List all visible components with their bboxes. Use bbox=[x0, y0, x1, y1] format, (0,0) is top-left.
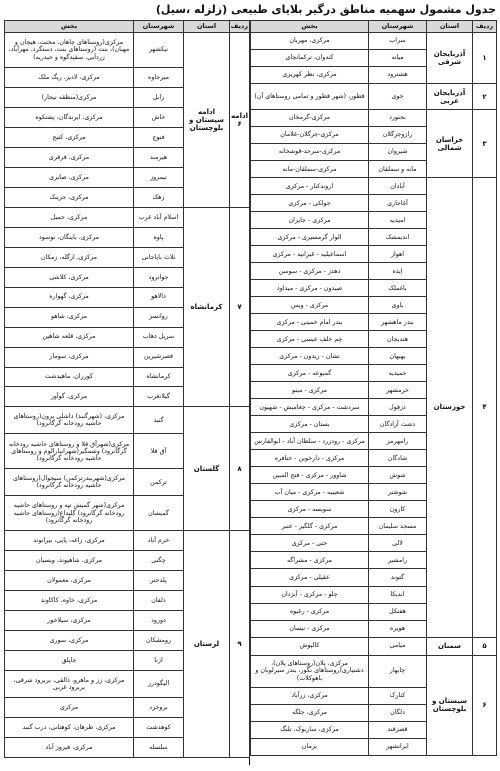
bakhsh-cell: قطور، (شهر قطور و تمامی روستاهای آن) bbox=[251, 84, 369, 110]
table-row bbox=[251, 637, 497, 655]
shahrestan-cell: زابل bbox=[134, 87, 184, 107]
shahrestan-cell: مسجد سلیمان bbox=[369, 518, 427, 535]
table-row bbox=[251, 110, 497, 127]
shahrestan-cell: ازنا bbox=[134, 651, 184, 671]
bakhsh-cell: مرکزی، شاهو bbox=[5, 307, 134, 327]
bakhsh-cell: مرکزی، ازگله، زمکان bbox=[5, 247, 134, 267]
shahrestan-cell: هشترود bbox=[369, 67, 427, 84]
radif-cell: ۸ bbox=[230, 407, 250, 531]
bakhsh-cell: مرکزی - گلگیر - عنبر bbox=[251, 518, 369, 535]
bakhsh-cell: چم خلف عیسی - مرکزی bbox=[251, 331, 369, 348]
shahrestan-cell: بهبهان bbox=[369, 348, 427, 365]
shahrestan-cell: شادگان bbox=[369, 450, 427, 467]
bakhsh-cell: مرکزی، زرآباد bbox=[251, 687, 369, 704]
table-row bbox=[5, 407, 250, 434]
shahrestan-cell: گتوند bbox=[369, 569, 427, 586]
radif-cell: ۷ bbox=[230, 207, 250, 407]
shahrestan-cell: پاوه bbox=[134, 227, 184, 247]
page-title: جدول مشمول سهمیه مناطق درگیر بلایای طبیعی (زلزله ،سیل) bbox=[155, 3, 496, 16]
shahrestan-cell: قصرقند bbox=[369, 721, 427, 738]
bakhsh-cell: مرکزی-جرگلان-غلامان bbox=[251, 127, 369, 144]
shahrestan-cell: چگنی bbox=[134, 551, 184, 571]
ostan-cell: خراسان شمالی bbox=[427, 110, 473, 178]
bakhsh-cell: بزمان bbox=[251, 738, 369, 755]
shahrestan-cell: گیلانغرب bbox=[134, 387, 184, 407]
shahrestan-cell: ایرانشهر bbox=[369, 738, 427, 755]
bakhsh-cell: مرکزی، ساربوک، تلنگ bbox=[251, 721, 369, 738]
bakhsh-cell: مرکزی-سملقان-مانه bbox=[251, 161, 369, 178]
bakhsh-cell: مرکزی، خاوه، کاکاوند bbox=[5, 591, 134, 611]
bakhsh-cell: مرکزی، طرهان، کوهنانی، درب گنبد bbox=[5, 718, 134, 738]
bakhsh-cell: کندوان، ترکمانچای bbox=[251, 50, 369, 67]
bakhsh-cell: مرکزی، سوری bbox=[5, 631, 134, 651]
shahrestan-cell: میامی bbox=[369, 637, 427, 655]
shahrestan-cell: هیرمند bbox=[134, 147, 184, 167]
bakhsh-cell: شاوور - مرکزی - فتح المبین bbox=[251, 467, 369, 484]
left-table bbox=[4, 20, 250, 758]
shahrestan-cell: خرمشهر bbox=[369, 382, 427, 399]
shahrestan-cell: باغملک bbox=[369, 280, 427, 297]
header-bakhsh: بخش bbox=[251, 21, 369, 33]
bakhsh-cell: مرکزی، حمیل bbox=[5, 207, 134, 227]
bakhsh-cell: مرکزی، سیلاخور bbox=[5, 611, 134, 631]
bakhsh-cell: مرکزی، جزینک bbox=[5, 187, 134, 207]
bakhsh-cell: مرکزی، مهربان bbox=[251, 33, 369, 50]
ostan-cell: کرمانشاه bbox=[184, 207, 230, 407]
ostan-cell: لرستان bbox=[184, 531, 230, 758]
shahrestan-cell: آبادان bbox=[369, 178, 427, 195]
shahrestan-cell: آغاجاری bbox=[369, 195, 427, 212]
ostan-cell: آذربایجان شرقی bbox=[427, 33, 473, 84]
bakhsh-cell: مرکزی، شاهیوند، ویسیان bbox=[5, 551, 134, 571]
shahrestan-cell: جوانرود bbox=[134, 267, 184, 287]
bakhsh-cell: مرکزی، لادیز، ریگ ملک bbox=[5, 67, 134, 87]
bakhsh-cell: مرکزی(شهرآق قلا و روستاهای حاشیه رودخانه گرگانرود) وشمگیر(شهرانبارالوم و روستاهای حاشیه رودخانه گرگانرود) bbox=[5, 434, 134, 469]
bakhsh-cell: مرکزی - نیسان bbox=[251, 620, 369, 637]
document-body bbox=[4, 20, 496, 765]
bakhsh-cell: مرکزی-گرمخان bbox=[251, 110, 369, 127]
shahrestan-cell: شوش bbox=[369, 467, 427, 484]
bakhsh-cell: مرکزی(شهر گمیش تپه و روستاهای حاشیه رودخانه گرگانرود) گلیداغ(روستاهای حاشیه رودخانه گرگانرود) bbox=[5, 496, 134, 531]
shahrestan-cell: رامهرمز bbox=[369, 433, 427, 450]
bakhsh-cell: مرکزی(شهربندرترکمن) سیجوال(روستاهای حاشیه رودخانه گرگانرود) bbox=[5, 469, 134, 496]
bakhsh-cell: مرکزی، زز و ماهرو، ذالقی، بربرود شرقی، بربرود غربی bbox=[5, 671, 134, 698]
shahrestan-cell: امیدیه bbox=[369, 212, 427, 229]
shahrestan-cell: کوهدشت bbox=[134, 718, 184, 738]
table-row bbox=[251, 84, 497, 110]
bakhsh-cell: مرکزی، نظر کهریزی bbox=[251, 67, 369, 84]
bakhsh-cell: تشان - زیدون - مرکزی bbox=[251, 348, 369, 365]
shahrestan-cell: بروجرد bbox=[134, 698, 184, 718]
shahrestan-cell: آق قلا bbox=[134, 434, 184, 469]
shahrestan-cell: کرمانشاه bbox=[134, 367, 184, 387]
table-row bbox=[5, 33, 250, 68]
table-row bbox=[5, 531, 250, 551]
bakhsh-cell: مرکزی، کلاشی bbox=[5, 267, 134, 287]
bakhsh-cell: دهدز - مرکزی - سوسن bbox=[251, 263, 369, 280]
ostan-cell: سیستان و بلوچستان bbox=[427, 655, 473, 755]
ostan-cell: ادامه سیستان و بلوچستان bbox=[184, 33, 230, 208]
bakhsh-cell: اروندکنار - مرکزی bbox=[251, 178, 369, 195]
shahrestan-cell: پلدختر bbox=[134, 571, 184, 591]
bakhsh-cell: مرکزی - رودزرد - سلطان آباد - ابوالفارس bbox=[251, 433, 369, 450]
bakhsh-cell: بستان - مرکزی bbox=[251, 416, 369, 433]
bakhsh-cell: مرکزی، معمولان bbox=[5, 571, 134, 591]
radif-cell: ۹ bbox=[230, 531, 250, 758]
bakhsh-cell: مرکزی، باینگان، نوسود bbox=[5, 227, 134, 247]
right-table bbox=[250, 20, 497, 756]
bakhsh-cell: حتی - مرکزی bbox=[251, 535, 369, 552]
bakhsh-cell: مرکزی - رغیوه bbox=[251, 603, 369, 620]
radif-cell: ۶ bbox=[473, 655, 497, 755]
shahrestan-cell: زهک bbox=[134, 187, 184, 207]
shahrestan-cell: دلفان bbox=[134, 591, 184, 611]
shahrestan-cell: هندیجان bbox=[369, 331, 427, 348]
header-radif: ردیف bbox=[473, 21, 497, 33]
shahrestan-cell: سراب bbox=[369, 33, 427, 50]
bakhsh-cell: کالپوش bbox=[251, 637, 369, 655]
bakhsh-cell: مرکزی - مینو bbox=[251, 382, 369, 399]
shahrestan-cell: میانه bbox=[369, 50, 427, 67]
shahrestan-cell: رازوجرگلان bbox=[369, 127, 427, 144]
bakhsh-cell: مرکزی، قرقری bbox=[5, 147, 134, 167]
shahrestan-cell: خرم آباد bbox=[134, 531, 184, 551]
bakhsh-cell: مرکزی - مشراگه bbox=[251, 552, 369, 569]
shahrestan-cell: دشت آزادگان bbox=[369, 416, 427, 433]
bakhsh-cell: چلو - مرکزی - آبژدان bbox=[251, 586, 369, 603]
header-shahrestan: شهرستان bbox=[134, 21, 184, 33]
shahrestan-cell: گمیشان bbox=[134, 496, 184, 531]
bakhsh-cell: شعیبیه - مرکزی - میان آب bbox=[251, 484, 369, 501]
radif-cell: ۲ bbox=[473, 84, 497, 110]
shahrestan-cell: اندیمشک bbox=[369, 229, 427, 246]
shahrestan-cell: چابهار bbox=[369, 655, 427, 687]
bakhsh-cell: بندر امام خمینی - مرکزی bbox=[251, 314, 369, 331]
ostan-cell: آذربایجان غربی bbox=[427, 84, 473, 110]
bakhsh-cell: الوار گرمسیری - مرکزی bbox=[251, 229, 369, 246]
bakhsh-cell: مرکزی، گوآور bbox=[5, 387, 134, 407]
shahrestan-cell: هفتکل bbox=[369, 603, 427, 620]
shahrestan-cell: باوی bbox=[369, 297, 427, 314]
shahrestan-cell: شیروان bbox=[369, 144, 427, 161]
shahrestan-cell: ترکمن bbox=[134, 469, 184, 496]
bakhsh-cell: عقیلی - مرکزی bbox=[251, 569, 369, 586]
bakhsh-cell: جاپلق bbox=[5, 651, 134, 671]
shahrestan-cell: ثلاث باباجانی bbox=[134, 247, 184, 267]
shahrestan-cell: روانسر bbox=[134, 307, 184, 327]
shahrestan-cell: اندیکا bbox=[369, 586, 427, 603]
bakhsh-cell: مرکزی، جلگه bbox=[251, 704, 369, 721]
shahrestan-cell: اهواز bbox=[369, 246, 427, 263]
bakhsh-cell: مرکزی، ایرندگان، پشتکوه bbox=[5, 107, 134, 127]
shahrestan-cell: کنارک bbox=[369, 687, 427, 704]
shahrestan-cell: گنبد bbox=[134, 407, 184, 434]
shahrestan-cell: مانه و سملقان bbox=[369, 161, 427, 178]
header-ostan: استان bbox=[427, 21, 473, 33]
bakhsh-cell: مرکزی، صابری bbox=[5, 167, 134, 187]
shahrestan-cell: بندر ماهشهر bbox=[369, 314, 427, 331]
bakhsh-cell: مرکزی - جایزان bbox=[251, 212, 369, 229]
radif-cell: ادامه ۶ bbox=[230, 33, 250, 208]
shahrestan-cell: قصرشیرین bbox=[134, 347, 184, 367]
header-shahrestan: شهرستان bbox=[369, 21, 427, 33]
shahrestan-cell: اسلام آباد غرب bbox=[134, 207, 184, 227]
bakhsh-cell: مرکزی(روستاهای چاهان، مختت، هیچان و مهبان)، بنت (روستاهای بنت، دستگرد، مهرآباد، زردآبی، سفیدگوه و حیدریه) bbox=[5, 33, 134, 68]
bakhsh-cell: مرکزی، کتیج bbox=[5, 127, 134, 147]
shahrestan-cell: دورود bbox=[134, 611, 184, 631]
shahrestan-cell: لالی bbox=[369, 535, 427, 552]
shahrestan-cell: رومشکان bbox=[134, 631, 184, 651]
ostan-cell: خوزستان bbox=[427, 178, 473, 637]
shahrestan-cell: میرجاوه bbox=[134, 67, 184, 87]
radif-cell: ۱ bbox=[473, 33, 497, 84]
bakhsh-cell: جولکی - مرکزی bbox=[251, 195, 369, 212]
bakhsh-cell: مرکزی - دارخوین - خنافره bbox=[251, 450, 369, 467]
bakhsh-cell: گمبوعه - مرکزی bbox=[251, 365, 369, 382]
table-row bbox=[5, 207, 250, 227]
bakhsh-cell: مرکزی - ویس bbox=[251, 297, 369, 314]
shahrestan-cell: ایذه bbox=[369, 263, 427, 280]
shahrestan-cell: نیکشهر bbox=[134, 33, 184, 68]
shahrestan-cell: رامشیر bbox=[369, 552, 427, 569]
shahrestan-cell: نیمروز bbox=[134, 167, 184, 187]
bakhsh-cell: صیدون - مرکزی - میداود bbox=[251, 280, 369, 297]
shahrestan-cell: سرپل ذهاب bbox=[134, 327, 184, 347]
bakhsh-cell: کوزران، ماهیدشت bbox=[5, 367, 134, 387]
ostan-cell: سمنان bbox=[427, 637, 473, 655]
bakhsh-cell: سردشت - مرکزی - چغامیش - شهیون bbox=[251, 399, 369, 416]
bakhsh-cell: مرکزی-سرحد-قوشخانه bbox=[251, 144, 369, 161]
bakhsh-cell: مرکزی، گهواره bbox=[5, 287, 134, 307]
bakhsh-cell: مرکزی، پلان(روستاهای پلان)، دشتیاری(روستاهای نگور، بندر سیرلوبان و باهوکلات) bbox=[251, 655, 369, 687]
bakhsh-cell: مرکزی، فیروز آباد bbox=[5, 738, 134, 758]
shahrestan-cell: سلسله bbox=[134, 738, 184, 758]
header-radif: ردیف bbox=[230, 21, 250, 33]
radif-cell: ۵ bbox=[473, 637, 497, 655]
bakhsh-cell: مرکزی، سومار bbox=[5, 347, 134, 367]
table-row bbox=[251, 33, 497, 50]
shahrestan-cell: الیگودرز bbox=[134, 671, 184, 698]
ostan-cell: گلستان bbox=[184, 407, 230, 531]
header-bakhsh: بخش bbox=[5, 21, 134, 33]
shahrestan-cell: خوی bbox=[369, 84, 427, 110]
bakhsh-cell: مرکزی bbox=[5, 698, 134, 718]
shahrestan-cell: دلگان bbox=[369, 704, 427, 721]
radif-cell: ۴ bbox=[473, 178, 497, 637]
bakhsh-cell: مرکزی، زاغه، پاپی، بیرانوند bbox=[5, 531, 134, 551]
bakhsh-cell: سویسه - مرکزی bbox=[251, 501, 369, 518]
bakhsh-cell: اسماعیلیه - غیزانیه - مرکزی bbox=[251, 246, 369, 263]
shahrestan-cell: حمیدیه bbox=[369, 365, 427, 382]
shahrestan-cell: شوشتر bbox=[369, 484, 427, 501]
shahrestan-cell: هویزه bbox=[369, 620, 427, 637]
bakhsh-cell: مرکزی، قلعه شاهین bbox=[5, 327, 134, 347]
radif-cell: ۳ bbox=[473, 110, 497, 178]
header-ostan: استان bbox=[184, 21, 230, 33]
shahrestan-cell: دزفول bbox=[369, 399, 427, 416]
shahrestan-cell: بجنورد bbox=[369, 110, 427, 127]
bakhsh-cell: مرکزی، (شهرگنبد) داشلی برون(روستاهای حاشیه رودخانه گرگانرود) bbox=[5, 407, 134, 434]
table-row bbox=[251, 178, 497, 195]
shahrestan-cell: کارون bbox=[369, 501, 427, 518]
shahrestan-cell: دالاهو bbox=[134, 287, 184, 307]
table-row bbox=[251, 655, 497, 687]
shahrestan-cell: فنوج bbox=[134, 127, 184, 147]
bakhsh-cell: مرکزی(منطقه نیجار) bbox=[5, 87, 134, 107]
shahrestan-cell: خاش bbox=[134, 107, 184, 127]
